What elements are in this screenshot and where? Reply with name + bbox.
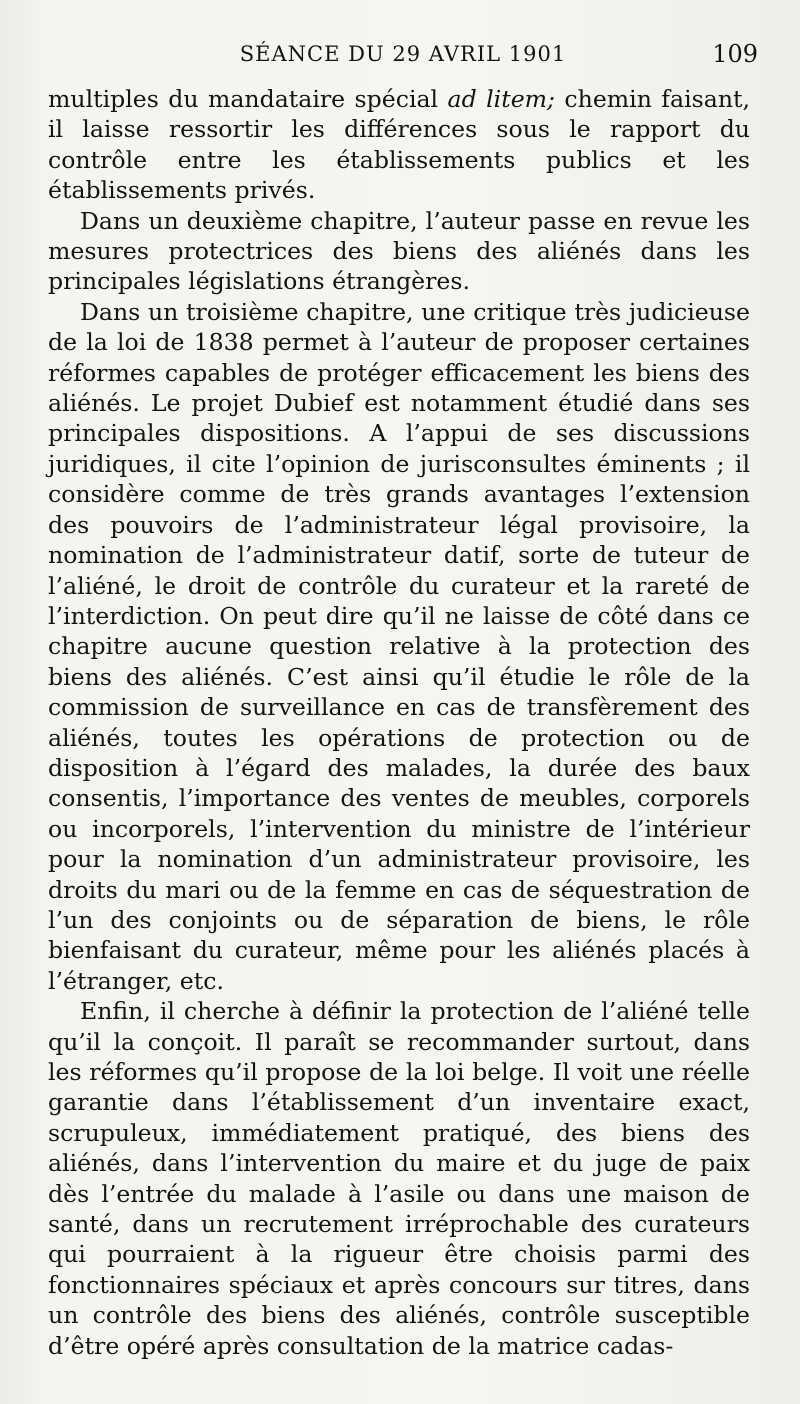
running-head: SÉANCE DU 29 AVRIL 1901 <box>239 42 567 66</box>
paragraph-second-chapter: Dans un deuxième chapitre, l’auteur passe en revue les mesures protectrices des biens des aliénés dans les principales législations étrangères. <box>48 206 750 296</box>
paragraph-conclusion: Enfin, il cherche à définir la protection de l’aliéné telle qu’il la conçoit. Il paraît se recommander surtout, dans les réformes qu’il propose de la loi belge. Il voit une réelle garantie dans l’établissement d’un inventaire exact, scrupuleux, immédiatement pratiqué, des biens des aliénés, dans l’intervention du maire et du juge de paix dès l’entrée du malade à l’asile ou dans une maison de santé, dans un recrutement irréprochable des curateurs qui pourraient à la rigueur être choisis parmi des fonctionnaires spéciaux et après concours sur titres, dans un contrôle des biens des aliénés, contrôle susceptible d’être opéré après consultation de la matrice cadas- <box>48 997 750 1360</box>
body-text <box>48 84 750 1361</box>
paragraph-continuation <box>48 84 750 206</box>
paragraph-third-chapter: Dans un troisième chapitre, une critique très judicieuse de la loi de 1838 permet à l’auteur de proposer certaines réformes capables de protéger efficacement les biens des aliénés. Le projet Dubief est notamment étudié dans ses principales dispositions. A l’appui de ses discussions juridiques, il cite l’opinion de jurisconsultes éminents ; il considère comme de très grands avantages l’extension des pouvoirs de l’administrateur légal provisoire, la nomination de l’administrateur datif, sorte de tuteur de l’aliéné, le droit de contrôle du curateur et la rareté de l’interdiction. On peut dire qu’il ne laisse de côté dans ce chapitre aucune question relative à la protection des biens des aliénés. C’est ainsi qu’il étudie le rôle de la commission de surveillance en cas de transfèrement des aliénés, toutes les opérations de protection ou de disposition à l’égard des malades, la durée des baux consentis, l’importance des ventes de meubles, corporels ou incorporels, l’intervention du ministre de l’intérieur pour la nomination d’un administrateur provisoire, les droits du mari ou de la femme en cas de séquestration de l’un des conjoints ou de séparation de biens, le rôle bienfaisant du curateur, même pour les aliénés placés à l’étranger, etc. <box>48 297 750 995</box>
page-header <box>48 38 758 78</box>
paragraph-text: chemin faisant, il laisse ressortir les différences sous le rapport du contrôle entre les établissements publics et les établissements privés. <box>48 85 751 205</box>
page-number: 109 <box>712 40 758 68</box>
paragraph-text: multiples du mandataire spécial <box>48 85 448 113</box>
italic-term: ad litem; <box>447 85 555 113</box>
